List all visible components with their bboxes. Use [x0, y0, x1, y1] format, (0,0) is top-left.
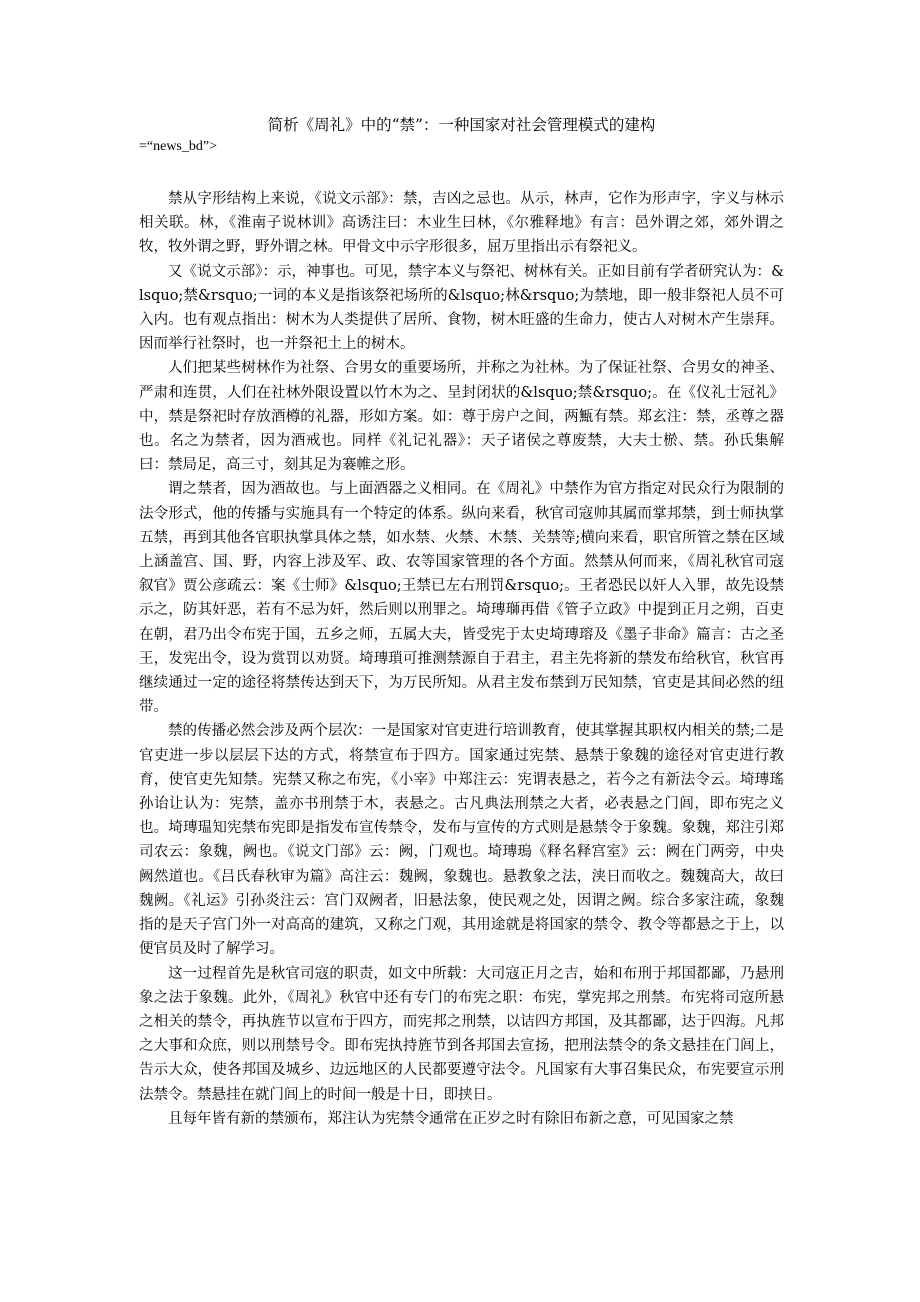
document-title: 简析《周礼》中的“禁”：一种国家对社会管理模式的建构 [267, 116, 656, 134]
paragraph: 人们把某些树林作为社祭、合男女的重要场所，并称之为社林。为了保证社祭、合男女的神圣、严肃和连贯，人们在社林外限设置以竹木为之、呈封闭状的&lsquo;禁&rsquo;。在《仪礼士冠礼》中，禁是祭祀时存放酒樽的礼器，形如方案。如：尊于房户之间，两甒有禁。郑玄注：禁，丞尊之器也。名之为禁者，因为酒戒也。同样《礼记礼器》：天子诸侯之尊废禁，大夫士棜、禁。孙氏集解曰：禁局足，高三寸，刻其足为褰帷之形。 [139, 360, 784, 474]
paragraph: 这一过程首先是秋官司寇的职责，如文中所载：大司寇正月之吉，始和布刑于邦国都鄙，乃悬刑象之法于象魏。此外，《周礼》秋官中还有专门的布宪之职：布宪，掌宪邦之刑禁。布宪将司寇所悬之相关的禁令，再执旌节以宣布于四方，而宪邦之刑禁，以诘四方邦国，及其都鄙，达于四海。凡邦之大事和众庶，则以刑禁号令。即布宪执持旌节到各邦国去宣扬，把刑法禁令的条文悬挂在门闾上，告示大众，使各邦国及城乡、边远地区的人民都要遵守法令。凡国家有大事召集民众，布宪要宣示刑法禁令。禁悬挂在就门闾上的时间一般是十日，即挟日。 [139, 965, 784, 1103]
stray-markup-line: =“news_bd”> [139, 139, 217, 154]
document-page [139, 114, 784, 1131]
paragraph: 谓之禁者，因为酒故也。与上面酒器之义相同。在《周礼》中禁作为官方指定对民众行为限制的法令形式，他的传播与实施具有一个特定的体系。纵向来看，秋官司寇帅其属而掌邦禁，到士师执掌五禁，再到其他各官职执掌具体之禁，如水禁、火禁、木禁、关禁等;横向来看，职官所管之禁在区域上涵盖宫、国、野，内容上涉及军、政、农等国家管理的各个方面。然禁从何而来，《周礼秋官司寇叙官》贾公彦疏云：案《士师》&lsquo;王禁已左右刑罚&rsquo;。王者恐民以奸人入罪，故先设禁示之，防其奸恶，若有不忌为奸，然后则以刑罪之。埼瑼瑡再借《管子立政》中提到正月之朔，百吏在朝，君乃出令布宪于国，五乡之师，五属大夫，皆受宪于太史埼瑼瑢及《墨子非命》篇言：古之圣王，发宪出令，设为赏罚以劝贤。埼瑼瑣可推测禁源自于君主，君主先将新的禁发布给秋官，秋官再继续通过一定的途径将禁传达到天下，为万民所知。从君主发布禁到万民知禁，官吏是其间必然的纽带。 [139, 481, 784, 716]
paragraph: 禁的传播必然会涉及两个层次：一是国家对官吏进行培训教育，使其掌握其职权内相关的禁;二是官吏进一步以层层下达的方式，将禁宣布于四方。国家通过宪禁、悬禁于象魏的途径对官吏进行教育，使官吏先知禁。宪禁又称之布宪，《小宰》中郑注云：宪谓表悬之，若今之有新法令云。埼瑼瑤孙诒让认为：宪禁，盖亦书刑禁于木，表悬之。古凡典法刑禁之大者，必表悬之门闾，即布宪之义也。埼瑼瑥知宪禁布宪即是指发布宣传禁令，发布与宣传的方式则是悬禁令于象魏。象魏，郑注引郑司农云：象魏，阙也。《说文门部》云：阙，门观也。埼瑼瑦《释名释宫室》云：阙在门两旁，中央阙然道也。《吕氏春秋审为篇》高注云：魏阙，象魏也。悬教象之法，浃日而收之。魏魏高大，故曰魏阙。《礼运》引孙炎注云：宫门双阙者，旧悬法象，使民观之处，因谓之阙。综合多家注疏，象魏指的是天子宫门外一对高高的建筑，又称之门观，其用途就是将国家的禁令、教令等都悬之于上，以便官员及时了解学习。 [139, 723, 784, 958]
paragraph: 且每年皆有新的禁颁布，郑注认为宪禁令通常在正岁之时有除旧布新之意，可见国家之禁 [168, 1110, 734, 1127]
document-body [139, 187, 784, 1131]
paragraph: 禁从字形结构上来说，《说文示部》：禁，吉凶之忌也。从示，林声，它作为形声字，字义与林示相关联。林，《淮南子说林训》高诱注曰：木业生曰林，《尔雅释地》有言：邑外谓之郊，郊外谓之牧，牧外谓之野，野外谓之林。甲骨文中示字形很多，屈万里指出示有祭祀义。 [139, 191, 784, 256]
paragraph: 又《说文示部》：示，神事也。可见，禁字本义与祭祀、树林有关。正如目前有学者研究认为：&lsquo;禁&rsquo;一词的本义是指该祭祀场所的&lsquo;林&rsquo;为禁地，即一般非祭祀人员不可入内。也有观点指出：树木为人类提供了居所、食物，树木旺盛的生命力，使古人对树木产生崇拜。因而举行社祭时，也一并祭祀土上的树木。 [139, 263, 784, 353]
